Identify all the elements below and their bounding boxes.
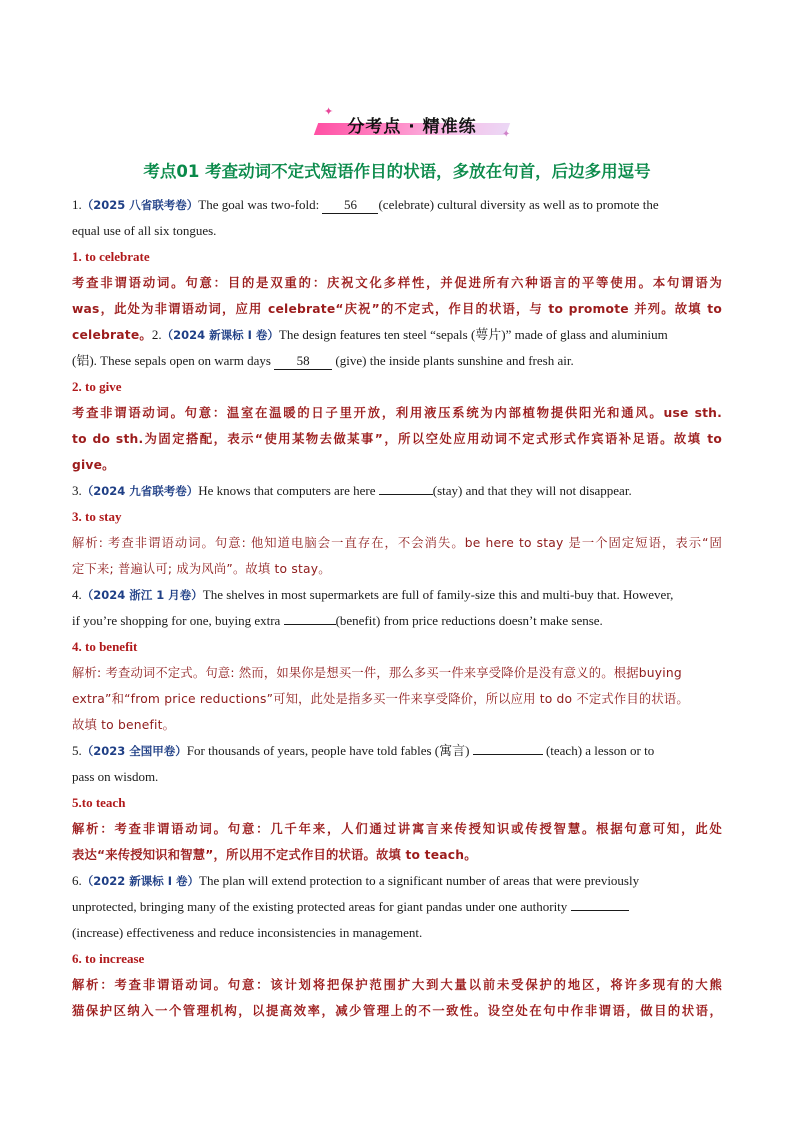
explanation-1-line-3 [72,322,722,348]
explanation-3-line-2: 定下来; 普遍认可; 成为风尚”。故填 to stay。 [72,562,331,576]
question-text: (stay) and that they will not disappear. [432,483,632,498]
explanation-2-line-3: give。 [72,458,115,472]
question-text: unprotected, bringing many of the existing protected areas for giant pandas under one authority [72,899,568,914]
answer-1: 1. to celebrate [72,249,150,264]
explanation-2-line-2: to do sth.为固定搭配，表示“使用某物去做某事”，所以空处应用动词不定式形式作宾语补足语。故填 to [72,432,722,446]
explanation-1-line-1: 考查非谓语动词。句意：目的是双重的：庆祝文化多样性，并促进所有六种语言的平等使用。本句谓语为 [72,276,722,290]
question-3 [72,478,722,504]
answer-4: 4. to benefit [72,639,138,654]
question-source: （2024 新课标 I 卷） [161,328,279,342]
question-source: （2024 九省联考卷） [81,484,199,498]
question-1-line-2: equal use of all six tongues. [72,223,217,238]
question-text: The plan will extend protection to a significant number of areas that were previously [199,873,640,888]
section-title: 考点01 考查动词不定式短语作目的状语，多放在句首，后边多用逗号 [143,162,651,181]
answer-6: 6. to increase [72,951,145,966]
question-text: The goal was two-fold: [198,197,323,212]
section-banner [312,106,512,142]
question-text: if you’re shopping for one, buying extra [72,613,284,628]
explanation-6-line-1: 解析：考查非谓语动词。句意：该计划将把保护范围扩大到大量以前未受保护的地区，将许多现有的大熊 [72,978,722,992]
answer-3: 3. to stay [72,509,122,524]
question-text: (teach) a lesson or to [542,743,655,758]
answer-2: 2. to give [72,379,122,394]
explanation-4-line-2: extra”和“from price reductions”可知，此处是指多买一件来享受降价，所以应用 to do 不定式作目的状语。 [72,692,689,706]
question-text: (benefit) from price reductions doesn’t make sense. [335,613,603,628]
explanation-6-line-2: 猫保护区纳入一个管理机构，以提高效率，减少管理上的不一致性。设空处在句中作非谓语，做目的状语， [72,1004,722,1018]
sparkle-icon: ✦ [324,105,334,118]
question-6-line-3: (increase) effectiveness and reduce inconsistencies in management. [72,925,423,940]
question-4-line-2 [72,608,722,634]
question-text: The shelves in most supermarkets are full of family-size this and multi-buy that. However, [202,587,674,602]
question-5-line-2: pass on wisdom. [72,769,159,784]
question-1-line-1 [72,192,722,218]
explanation-2-line-1: 考查非谓语动词。句意：温室在温暖的日子里开放，利用液压系统为内部植物提供阳光和通风。use sth. [72,406,722,420]
question-text: (铝). These sepals open on warm days [72,353,275,368]
question-2-line-2 [72,348,722,374]
answer-5: 5.to teach [72,795,126,810]
explanation-1-line-2: was，此处为非谓语动词，应用 celebrate“庆祝”的不定式，作目的状语，与 to promote 并列。故填 to [72,302,722,316]
exercise-list [72,192,722,1024]
question-source: （2024 浙江 1 月卷） [81,588,203,602]
question-source: （2025 八省联考卷） [81,198,199,212]
question-6-line-2 [72,894,722,920]
question-source: （2023 全国甲卷） [81,744,187,758]
question-text: For thousands of years, people have told fables (寓言) [186,743,473,758]
question-text: (celebrate) cultural diversity as well as to promote the [378,197,659,212]
explanation-4-line-1: 解析: 考查动词不定式。句意: 然而，如果你是想买一件，那么多买一件来享受降价是没有意义的。根据buying [72,666,682,680]
question-number: 4. [72,587,82,602]
answer-blank: 58 [274,353,332,370]
banner-title: 分考点 · 精准练 [347,117,477,137]
question-5-line-1 [72,738,722,764]
answer-blank [571,910,629,911]
explanation-5-line-2: 表达“来传授知识和智慧”，所以用不定式作目的状语。故填 to teach。 [72,848,477,862]
question-number: 1. [72,197,82,212]
question-text: (give) the inside plants sunshine and fresh air. [332,353,574,368]
question-4-line-1 [72,582,722,608]
answer-blank: 56 [322,197,378,214]
question-number: 5. [72,743,82,758]
explanation-4-line-3: 故填 to benefit。 [72,718,176,732]
question-number: 6. [72,873,82,888]
explanation-5-line-1: 解析：考查非谓语动词。句意：几千年来，人们通过讲寓言来传授知识或传授智慧。根据句意可知，此处 [72,822,722,836]
question-text: The design features ten steel “sepals (萼片)” made of glass and aluminium [278,327,668,342]
question-6-line-1 [72,868,722,894]
question-source: （2022 新课标 I 卷） [81,874,200,888]
answer-blank [379,494,433,495]
explanation-text: celebrate。 [72,328,152,342]
sparkle-icon: ✦ [502,129,511,140]
answer-blank [473,754,543,755]
answer-blank [284,624,336,625]
question-text: He knows that computers are here [198,483,379,498]
question-number: 2. [151,327,162,342]
explanation-3-line-1: 解析: 考查非谓语动词。句意: 他知道电脑会一直存在，不会消失。be here to stay 是一个固定短语，表示“固 [72,536,722,550]
question-number: 3. [72,483,82,498]
